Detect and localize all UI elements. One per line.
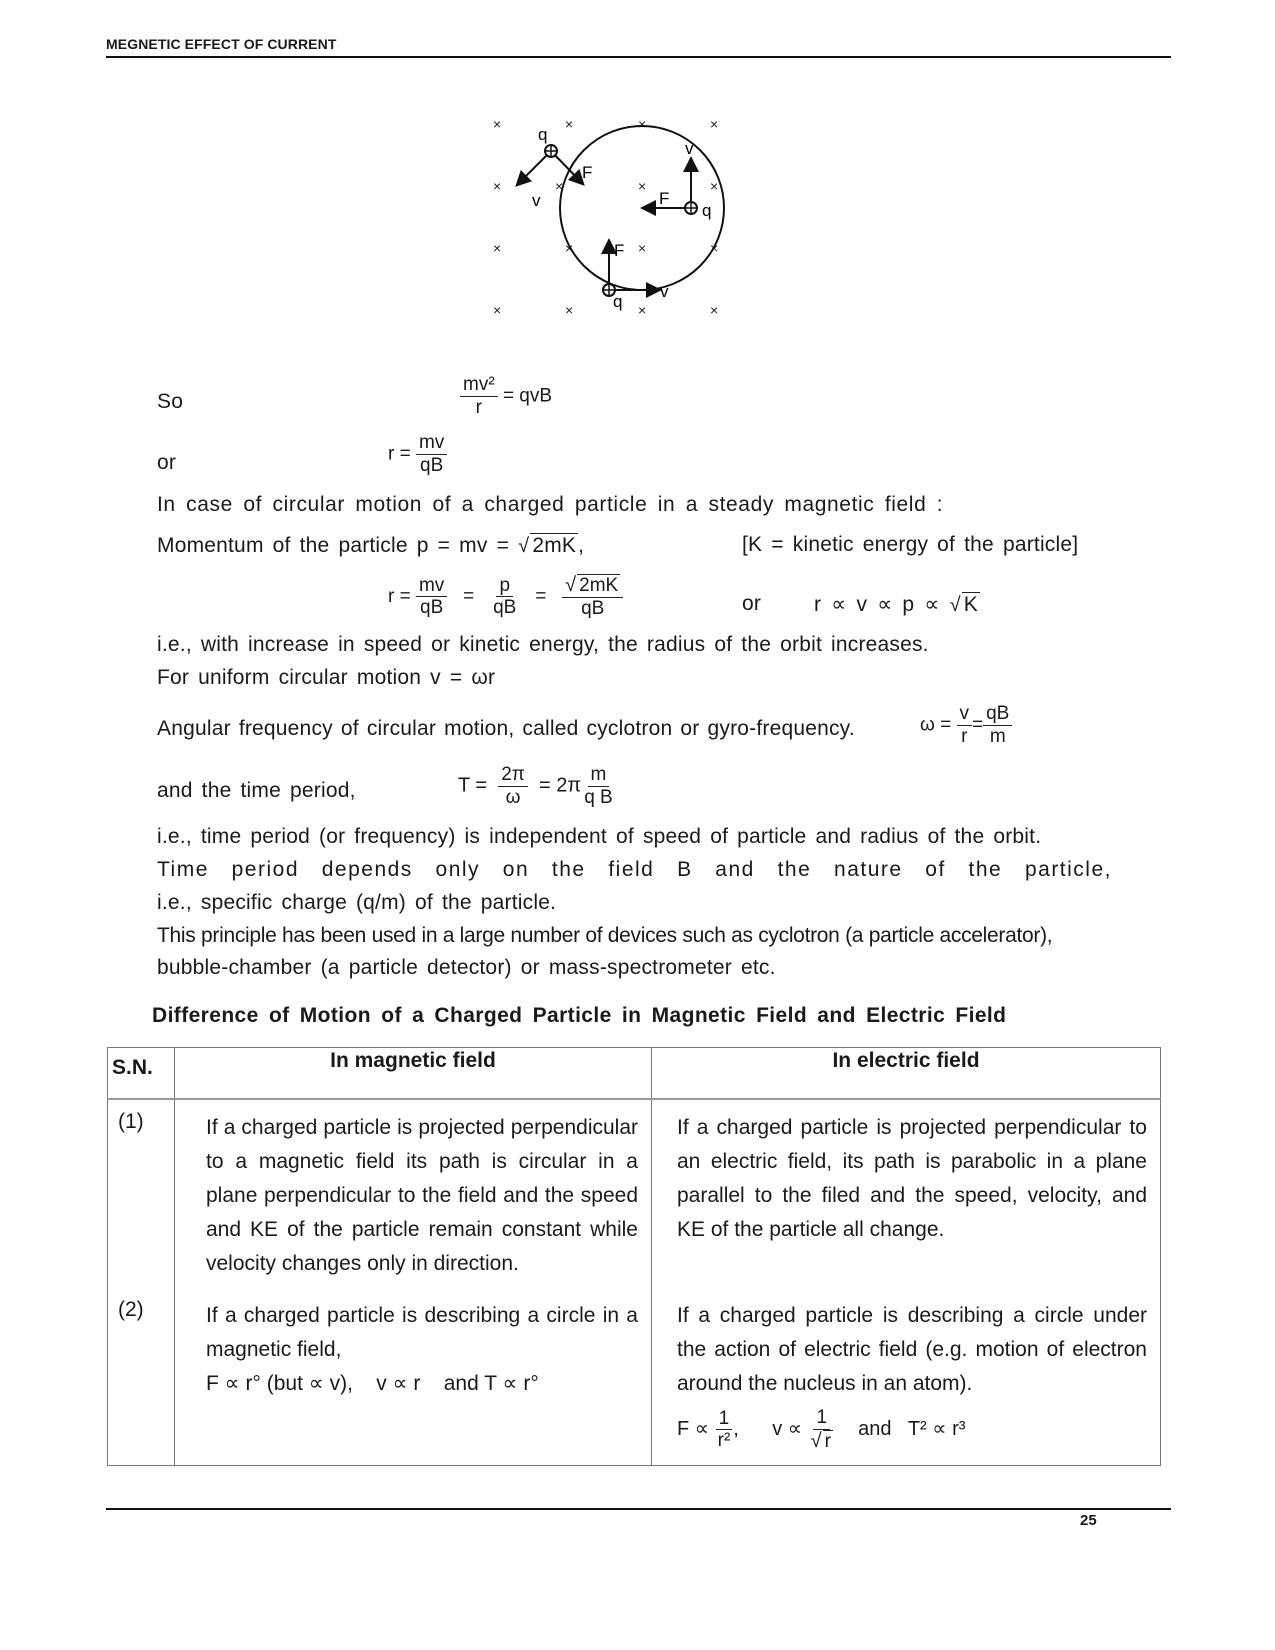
- table-header-row: [108, 1048, 1161, 1100]
- field-cross-icon: ×: [565, 240, 574, 256]
- electric-formula: F ∝ $\frac{1}{\text{r²}}$ , v ∝ $\frac{1}{√ r}$ and T² ∝ r³: [677, 1407, 966, 1452]
- field-cross-icon: ×: [555, 178, 564, 194]
- label-q: q: [538, 125, 548, 144]
- magnetic-cell: If a charged particle is projected perpendicular to a magnetic field its path is circular in a plane perpendicular to the field and the speed and KE of the particle remain constant while velocity changes only in direction.: [175, 1099, 652, 1288]
- field-cross-icon: ×: [565, 116, 574, 132]
- momentum-line: Momentum of the particle p = mv = √ 2mK,: [157, 534, 585, 557]
- label-f: F: [582, 163, 593, 182]
- equation-force-balance: $\frac{\text{mv²}}{r}$ = qvB: [460, 374, 552, 419]
- header-sn: S.N.: [108, 1048, 175, 1100]
- footer-rule: [106, 1508, 1171, 1510]
- paragraph: i.e., with increase in speed or kinetic energy, the radius of the orbit increases.: [157, 633, 929, 656]
- field-cross-icon: ×: [638, 178, 647, 194]
- equation-radius: r = $\frac{mv}{qB}$: [388, 432, 447, 477]
- row-number: (1): [108, 1099, 175, 1288]
- label-v: v: [532, 191, 541, 210]
- field-cross-icon: ×: [493, 116, 502, 132]
- field-cross-icon: ×: [638, 116, 647, 132]
- label-v: v: [660, 282, 669, 301]
- header-magnetic: In magnetic field: [175, 1048, 652, 1100]
- field-cross-icon: ×: [493, 240, 502, 256]
- field-cross-icon: ×: [565, 302, 574, 318]
- comparison-table: [107, 1047, 1161, 1466]
- orbit-circle: [560, 126, 724, 290]
- paragraph: For uniform circular motion v = ωr: [157, 666, 496, 689]
- magnetic-cell: If a charged particle is describing a circle in a magnetic field, F ∝ r° (but ∝ v), v ∝ r and T ∝ r°: [175, 1288, 652, 1466]
- field-cross-icon: ×: [710, 178, 719, 194]
- field-cross-icon: ×: [493, 302, 502, 318]
- paragraph: Angular frequency of circular motion, called cyclotron or gyro-frequency.: [157, 717, 855, 740]
- label-f: F: [614, 241, 625, 260]
- label-q: q: [613, 292, 623, 311]
- section-title: Difference of Motion of a Charged Particle in Magnetic Field and Electric Field: [152, 1004, 1007, 1027]
- or-label: or: [742, 592, 762, 615]
- equation-angular-frequency: ω = $\frac{v}{r}$ = $\frac{qB}{m}$: [920, 703, 1012, 748]
- field-cross-icon: ×: [710, 302, 719, 318]
- or-label: or: [157, 451, 177, 474]
- page-number: 25: [1080, 1512, 1097, 1529]
- paragraph: bubble-chamber (a particle detector) or mass-spectrometer etc.: [157, 956, 776, 979]
- paragraph: Time period depends only on the field B and the nature of the particle,: [157, 858, 1112, 881]
- field-cross-icon: ×: [638, 240, 647, 256]
- equation-radius-momentum: r = $\frac{mv}{qB}$ = $\frac{p}{qB}$ = $\frac{√ 2mK}{qB}$: [388, 574, 623, 620]
- header-electric: In electric field: [652, 1048, 1161, 1100]
- table-row: [108, 1288, 1161, 1466]
- paragraph: and the time period,: [157, 779, 356, 802]
- paragraph: This principle has been used in a large number of devices such as cyclotron (a particle accelerator),: [157, 924, 1053, 947]
- label-f: F: [659, 189, 670, 208]
- electric-cell: If a charged particle is projected perpendicular to an electric field, its path is parabolic in a plane parallel to the filed and the speed, velocity, and KE of the particle all change.: [652, 1099, 1161, 1288]
- running-header: MEGNETIC EFFECT OF CURRENT: [106, 36, 337, 52]
- field-cross-icon: ×: [710, 116, 719, 132]
- velocity-arrow: [518, 151, 551, 184]
- table-row: [108, 1099, 1161, 1288]
- header-rule: [106, 56, 1171, 58]
- so-label: So: [157, 390, 184, 413]
- equation-time-period: T = $\frac{2\pi}{\omega}$ = 2π $\frac{m}{\text{q B}}$: [458, 764, 613, 808]
- field-cross-icon: ×: [638, 302, 647, 318]
- paragraph: In case of circular motion of a charged particle in a steady magnetic field :: [157, 493, 944, 516]
- paragraph: i.e., specific charge (q/m) of the particle.: [157, 891, 557, 914]
- circular-motion-diagram: [480, 100, 740, 320]
- kinetic-energy-note: [K = kinetic energy of the particle]: [742, 533, 1079, 556]
- label-q: q: [702, 201, 712, 220]
- field-cross-icon: ×: [493, 178, 502, 194]
- paragraph: i.e., time period (or frequency) is independent of speed of particle and radius of the orbit.: [157, 825, 1042, 848]
- field-cross-icon: ×: [710, 240, 719, 256]
- electric-cell: If a charged particle is describing a circle under the action of electric field (e.g. motion of electron around the nucleus in an atom). F ∝ $\frac{1}{\text{r²}}$ , v ∝ $\frac{1}{√ r}$ and T² ∝ r³: [652, 1288, 1161, 1466]
- label-v: v: [685, 139, 694, 158]
- row-number: (2): [108, 1288, 175, 1466]
- proportionality-relation: r ∝ v ∝ p ∝ √ K: [814, 593, 979, 616]
